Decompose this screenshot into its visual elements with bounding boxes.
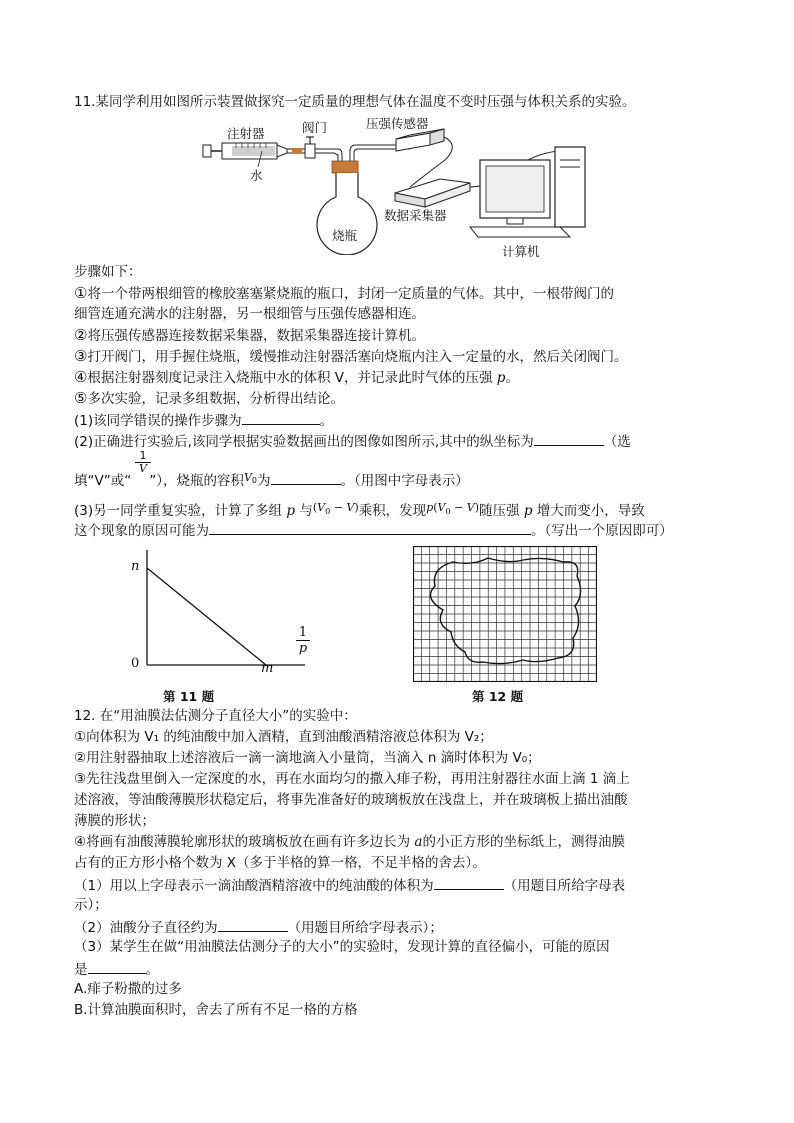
q12-sub3a: （3）某学生在做“用油膜法估测分子的大小”的实验时，发现计算的直径偏小，可能的原因 bbox=[74, 939, 610, 955]
syringe-icon bbox=[203, 143, 287, 159]
q12-step1: ①向体积为 V₁ 的纯油酸中加入酒精，直到油酸酒精溶液总体积为 V₂； bbox=[74, 729, 493, 745]
label-syringe: 注射器 bbox=[227, 126, 265, 141]
q12-step3b: 述溶液，等油酸薄膜形状稳定后，将事先准备好的玻璃板放在浅盘上，并在玻璃板上描出油酸 bbox=[74, 792, 628, 808]
valve-icon bbox=[305, 137, 315, 158]
label-computer: 计算机 bbox=[502, 244, 540, 259]
apparatus-diagram bbox=[0, 115, 794, 255]
step-1b: 细管连通充满水的注射器，另一根细管与压强传感器相连。 bbox=[74, 306, 425, 322]
graph-label-zero: 0 bbox=[131, 656, 140, 671]
q11-sub1: (1)该同学错误的操作步骤为 。 bbox=[74, 409, 333, 431]
computer-icon bbox=[470, 147, 585, 237]
q12-step3a: ③先往浅盘里倒入一定深度的水，再在水面均匀的撒入痱子粉，再用注射器往水面上滴 1 滴上 bbox=[74, 771, 630, 787]
answer-blank[interactable] bbox=[434, 874, 504, 890]
q12-sub1b: 示）； bbox=[74, 897, 108, 913]
fraction-1-over-V: 1 V bbox=[135, 450, 151, 475]
step-5: ⑤多次实验，记录多组数据，分析得出结论。 bbox=[74, 389, 344, 407]
q11-graph bbox=[120, 540, 320, 680]
q12-grid bbox=[413, 546, 597, 682]
q11-sub2b: 填“V”或“ ”），烧瓶的容积$^V$0为 。（用图中字母表示） bbox=[74, 471, 469, 489]
label-sensor: 压强传感器 bbox=[366, 116, 429, 131]
q12-sub1a: （1）用以上字母表示一滴油酸酒精溶液中的纯油酸的体积为 （用题目所给字母表 bbox=[74, 874, 625, 896]
label-flask: 烧瓶 bbox=[332, 228, 358, 243]
q12-sub3b: 是 。 bbox=[74, 958, 159, 980]
graph-label-m: m bbox=[261, 661, 274, 676]
caption-q12: 第 12 题 bbox=[472, 689, 524, 704]
q11-title: 11.某同学利用如图所示装置做探究一定质量的理想气体在温度不变时压强与体积关系的实验。 bbox=[74, 94, 636, 110]
q12-step3c: 薄膜的形状； bbox=[74, 813, 155, 829]
q12-option-a: A.痱子粉撒的过多 bbox=[74, 981, 182, 997]
q12-title: 12. 在“用油膜法估测分子直径大小”的实验中： bbox=[74, 708, 357, 724]
answer-blank[interactable] bbox=[88, 958, 146, 974]
q12-step4a: ④将画有油酸薄膜轮廓形状的玻璃板放在画有许多边长为 a的小正方形的坐标纸上，测得油膜 bbox=[74, 834, 625, 850]
caption-q11: 第 11 题 bbox=[163, 689, 215, 704]
step-4: ④根据注射器刻度记录注入烧瓶中水的体积 V，并记录此时气体的压强 p。 bbox=[74, 368, 519, 386]
answer-blank[interactable] bbox=[218, 916, 288, 932]
q12-sub2: （2）油酸分子直径约为 （用题目所给字母表示）； bbox=[74, 916, 443, 938]
label-collector: 数据采集器 bbox=[384, 208, 447, 223]
q12-option-b: B.计算油膜面积时，舍去了所有不足一格的方格 bbox=[74, 1002, 358, 1018]
steps-title: 步骤如下： bbox=[74, 264, 142, 280]
q11-sub2a: (2)正确进行实验后,该同学根据实验数据画出的图像如图所示,其中的纵坐标为 （选 bbox=[74, 430, 631, 452]
answer-blank[interactable] bbox=[534, 430, 604, 446]
q12-step4b: 占有的正方形小格个数为 X（多于半格的算一格，不足半格的舍去）。 bbox=[74, 855, 486, 871]
answer-blank[interactable] bbox=[209, 519, 531, 535]
graph-axis-label: 1 p bbox=[296, 625, 310, 656]
data-collector-icon bbox=[395, 179, 470, 207]
label-valve: 阀门 bbox=[302, 120, 328, 135]
q12-step2: ②用注射器抽取上述溶液后一滴一滴地滴入小量筒，当滴入 n 滴时体积为 V₀； bbox=[74, 750, 541, 766]
step-1a: ①将一个带两根细管的橡胶塞塞紧烧瓶的瓶口，封闭一定质量的气体。其中，一根带阀门的 bbox=[74, 284, 614, 302]
q11-sub3b: 这个现象的原因可能为 。（写出一个原因即可） bbox=[74, 519, 673, 541]
answer-blank[interactable] bbox=[271, 469, 341, 485]
pressure-sensor-icon bbox=[396, 129, 444, 151]
answer-blank[interactable] bbox=[242, 409, 320, 425]
step-3: ③打开阀门，用手握住烧瓶，缓慢推动注射器活塞向烧瓶内注入一定量的水，然后关闭阀门。 bbox=[74, 347, 628, 365]
step-2: ②将压强传感器连接数据采集器，数据采集器连接计算机。 bbox=[74, 326, 425, 344]
label-water: 水 bbox=[250, 168, 263, 183]
q11-sub3a: (3)另一同学重复实验，计算了多组 p 与$^{(V_0 - V)}$乘积，发现$^{p(V_0 - V)}$随压强 p 增大而变小，导致 bbox=[74, 501, 645, 519]
graph-label-n: n bbox=[131, 559, 140, 574]
